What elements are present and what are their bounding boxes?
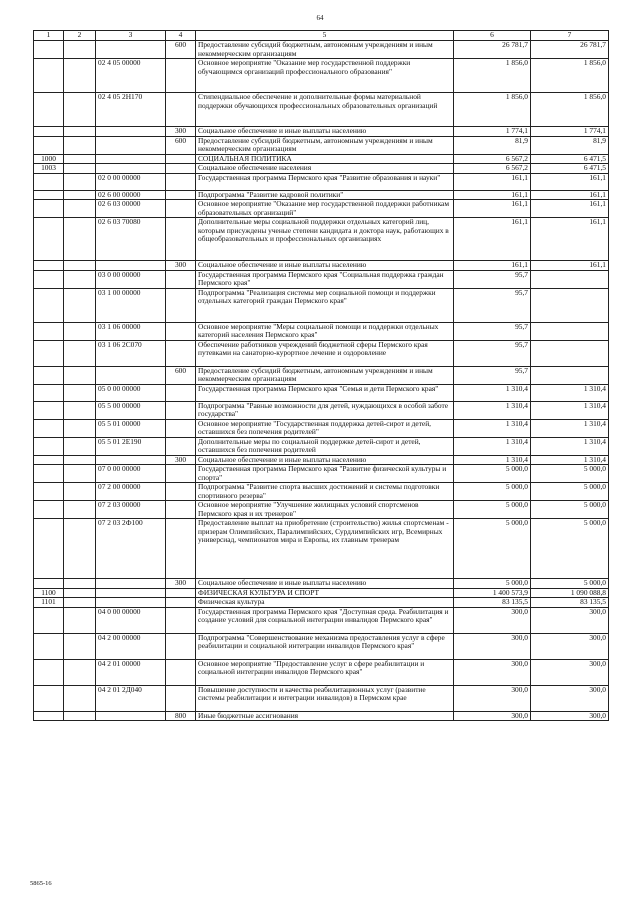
amount-col6: 1 856,0 [454,59,531,93]
amount-col7: 6 471,5 [531,164,609,174]
expense-type-code [166,218,196,261]
item-description: Иные бюджетные ассигнования [196,711,454,721]
item-description: Основное мероприятие "Оказание мер государственной поддержки обучающимся организаций профессионального образования" [196,59,454,93]
amount-col6: 1 310,4 [454,455,531,465]
expense-type-code: 600 [166,136,196,154]
table-row [34,384,609,401]
amount-col6: 5 000,0 [454,501,531,519]
item-description: Основное мероприятие "Предоставление услуг в сфере реабилитации и социальной интеграции инвалидов Пермского края" [196,659,454,685]
expense-type-code [166,164,196,174]
section-code [34,401,64,419]
amount-col7: 1 090 088,8 [531,588,609,598]
amount-col7: 300,0 [531,633,609,659]
subsection-code [64,401,96,419]
expense-type-code [166,588,196,598]
amount-col7: 1 310,4 [531,401,609,419]
column-header: 2 [64,31,96,41]
expense-type-code: 800 [166,711,196,721]
section-code [34,200,64,218]
amount-col6: 6 567,2 [454,154,531,164]
table-row [34,261,609,271]
item-description: Социальное обеспечение и иные выплаты населению [196,455,454,465]
subsection-code [64,685,96,711]
section-code [34,340,64,366]
target-article-code [96,127,166,137]
item-description: Предоставление субсидий бюджетным, автономным учреждениям и иным некоммерческим организациям [196,136,454,154]
item-description: Государственная программа Пермского края "Социальная поддержка граждан Пермского края" [196,270,454,288]
amount-col7: 5 000,0 [531,519,609,579]
expense-type-code [166,401,196,419]
item-description: Подпрограмма "Равные возможности для детей, нуждающихся в особой заботе государства" [196,401,454,419]
expense-type-code [166,437,196,455]
section-code [34,419,64,437]
item-description: Предоставление субсидий бюджетным, автономным учреждениям и иным некоммерческим организациям [196,41,454,59]
expense-type-code [166,607,196,633]
table-row [34,173,609,190]
item-description: Предоставление субсидий бюджетным, автономным учреждениям и иным некоммерческим организациям [196,366,454,384]
subsection-code [64,483,96,501]
item-description: Основное мероприятие "Государственная поддержка детей-сирот и детей, оставшихся без попечения родителей" [196,419,454,437]
page-number: 64 [316,14,324,22]
table-row [34,41,609,59]
amount-col6: 1 400 573,9 [454,588,531,598]
subsection-code [64,93,96,127]
section-code [34,711,64,721]
amount-col6: 1 310,4 [454,401,531,419]
target-article-code: 05 0 00 00000 [96,384,166,401]
expense-type-code [166,190,196,200]
table-row [34,579,609,589]
column-header: 5 [196,31,454,41]
amount-col7: 300,0 [531,659,609,685]
item-description: Государственная программа Пермского края "Семья и дети Пермского края" [196,384,454,401]
item-description: Подпрограмма "Реализация системы мер социальной помощи и поддержки отдельных категорий граждан Пермского края" [196,288,454,322]
section-code [34,190,64,200]
expense-type-code: 300 [166,127,196,137]
table-row [34,598,609,608]
subsection-code [64,190,96,200]
target-article-code: 02 4 05 2Н170 [96,93,166,127]
item-description: Подпрограмма "Развитие кадровой политики" [196,190,454,200]
expense-type-code [166,483,196,501]
amount-col7 [531,270,609,288]
subsection-code [64,579,96,589]
expense-type-code [166,173,196,190]
target-article-code: 05 5 00 00000 [96,401,166,419]
amount-col6: 300,0 [454,685,531,711]
expense-type-code: 300 [166,579,196,589]
subsection-code [64,711,96,721]
target-article-code: 04 2 00 00000 [96,633,166,659]
expense-type-code [166,501,196,519]
subsection-code [64,154,96,164]
table-row [34,127,609,137]
amount-col6: 300,0 [454,607,531,633]
item-description: Повышение доступности и качества реабилитационных услуг (развитие системы реабилитации и интеграции инвалидов) в Пермском крае [196,685,454,711]
section-code [34,93,64,127]
expense-type-code [166,685,196,711]
subsection-code [64,270,96,288]
target-article-code: 02 6 03 70080 [96,218,166,261]
column-header: 7 [531,31,609,41]
table-row [34,59,609,93]
target-article-code: 02 6 03 00000 [96,200,166,218]
amount-col7: 5 000,0 [531,579,609,589]
table-row [34,340,609,366]
target-article-code: 02 0 00 00000 [96,173,166,190]
table-row [34,633,609,659]
section-code: 1100 [34,588,64,598]
section-code [34,519,64,579]
subsection-code [64,366,96,384]
expense-type-code [166,288,196,322]
target-article-code: 05 5 01 2Е190 [96,437,166,455]
target-article-code: 03 1 06 2С070 [96,340,166,366]
section-code [34,483,64,501]
section-code [34,659,64,685]
item-description: Социальное обеспечение населения [196,164,454,174]
subsection-code [64,437,96,455]
item-description: СОЦИАЛЬНАЯ ПОЛИТИКА [196,154,454,164]
subsection-code [64,419,96,437]
amount-col7: 161,1 [531,261,609,271]
target-article-code: 02 6 00 00000 [96,190,166,200]
item-description: Государственная программа Пермского края "Развитие физической культуры и спорта" [196,465,454,483]
section-code [34,366,64,384]
section-code [34,579,64,589]
amount-col7: 1 310,4 [531,384,609,401]
table-row [34,419,609,437]
section-code [34,685,64,711]
table-row [34,190,609,200]
expense-type-code: 300 [166,261,196,271]
section-code: 1003 [34,164,64,174]
expense-type-code [166,340,196,366]
subsection-code [64,41,96,59]
section-code [34,59,64,93]
target-article-code [96,455,166,465]
target-article-code [96,588,166,598]
expense-type-code: 300 [166,455,196,465]
amount-col7 [531,288,609,322]
table-row [34,455,609,465]
subsection-code [64,465,96,483]
table-row [34,437,609,455]
expense-type-code [166,270,196,288]
subsection-code [64,588,96,598]
amount-col7: 300,0 [531,685,609,711]
table-row [34,218,609,261]
amount-col7 [531,340,609,366]
table-row [34,366,609,384]
target-article-code: 07 2 00 00000 [96,483,166,501]
section-code [34,384,64,401]
amount-col6: 300,0 [454,659,531,685]
section-code [34,455,64,465]
amount-col6: 95,7 [454,366,531,384]
amount-col6: 300,0 [454,633,531,659]
section-code [34,136,64,154]
section-code [34,607,64,633]
subsection-code [64,288,96,322]
expense-type-code: 600 [166,41,196,59]
target-article-code [96,136,166,154]
table-row [34,519,609,579]
amount-col6: 161,1 [454,261,531,271]
amount-col7: 5 000,0 [531,465,609,483]
amount-col6: 1 856,0 [454,93,531,127]
amount-col6: 6 567,2 [454,164,531,174]
amount-col6: 1 310,4 [454,419,531,437]
item-description: Стипендиальное обеспечение и дополнительные формы материальной поддержки обучающихся профессиональных образовательных организаций [196,93,454,127]
table-row [34,659,609,685]
expense-type-code [166,633,196,659]
expense-type-code [166,384,196,401]
expense-type-code [166,519,196,579]
table-row [34,136,609,154]
amount-col6: 300,0 [454,711,531,721]
column-header: 1 [34,31,64,41]
section-code [34,270,64,288]
table-row [34,483,609,501]
table-row [34,154,609,164]
expense-type-code [166,154,196,164]
item-description: Основное мероприятие "Меры социальной помощи и поддержки отдельных категорий населения Пермского края" [196,322,454,340]
amount-col7: 161,1 [531,218,609,261]
amount-col7: 6 471,5 [531,154,609,164]
item-description: Дополнительные меры по социальной поддержке детей-сирот и детей, оставшихся без попечения родителей [196,437,454,455]
table-row [34,685,609,711]
subsection-code [64,501,96,519]
amount-col6: 5 000,0 [454,483,531,501]
section-code [34,437,64,455]
amount-col7: 1 310,4 [531,437,609,455]
section-code [34,127,64,137]
item-description: Социальное обеспечение и иные выплаты населению [196,127,454,137]
table-body [34,41,609,721]
subsection-code [64,261,96,271]
target-article-code [96,598,166,608]
table-row [34,465,609,483]
section-code [34,465,64,483]
column-header: 6 [454,31,531,41]
amount-col6: 81,9 [454,136,531,154]
subsection-code [64,200,96,218]
section-code: 1101 [34,598,64,608]
amount-col6: 1 310,4 [454,437,531,455]
amount-col7: 161,1 [531,200,609,218]
target-article-code [96,366,166,384]
amount-col6: 95,7 [454,288,531,322]
section-code [34,501,64,519]
subsection-code [64,127,96,137]
section-code [34,322,64,340]
amount-col6: 5 000,0 [454,519,531,579]
table-row [34,711,609,721]
amount-col7 [531,322,609,340]
subsection-code [64,136,96,154]
expense-type-code: 600 [166,366,196,384]
target-article-code: 03 1 00 00000 [96,288,166,322]
amount-col7: 1 774,1 [531,127,609,137]
budget-table [33,30,609,721]
subsection-code [64,173,96,190]
target-article-code: 03 0 00 00000 [96,270,166,288]
section-code [34,41,64,59]
column-header: 4 [166,31,196,41]
table-row [34,164,609,174]
table-row [34,501,609,519]
subsection-code [64,633,96,659]
amount-col7: 300,0 [531,607,609,633]
target-article-code: 04 2 01 00000 [96,659,166,685]
table-row [34,607,609,633]
section-code [34,633,64,659]
amount-col7: 1 310,4 [531,419,609,437]
amount-col6: 26 781,7 [454,41,531,59]
target-article-code [96,41,166,59]
subsection-code [64,455,96,465]
expense-type-code [166,465,196,483]
target-article-code: 04 2 01 2Д040 [96,685,166,711]
table-row [34,401,609,419]
subsection-code [64,659,96,685]
item-description: Основное мероприятие "Улучшение жилищных условий спортсменов Пермского края и их тренеров" [196,501,454,519]
expense-type-code [166,419,196,437]
amount-col7: 300,0 [531,711,609,721]
expense-type-code [166,598,196,608]
amount-col7: 26 781,7 [531,41,609,59]
amount-col6: 1 310,4 [454,384,531,401]
section-code [34,173,64,190]
amount-col7: 161,1 [531,173,609,190]
amount-col7: 5 000,0 [531,501,609,519]
target-article-code: 02 4 05 00000 [96,59,166,93]
expense-type-code [166,59,196,93]
target-article-code [96,579,166,589]
target-article-code [96,261,166,271]
subsection-code [64,384,96,401]
target-article-code: 07 2 03 2Ф100 [96,519,166,579]
item-description: Социальное обеспечение и иные выплаты населению [196,579,454,589]
subsection-code [64,164,96,174]
table-row [34,322,609,340]
subsection-code [64,519,96,579]
table-row [34,270,609,288]
amount-col6: 95,7 [454,322,531,340]
amount-col6: 95,7 [454,270,531,288]
subsection-code [64,340,96,366]
amount-col6: 161,1 [454,200,531,218]
amount-col7: 5 000,0 [531,483,609,501]
item-description: Государственная программа Пермского края "Развитие образования и науки" [196,173,454,190]
amount-col6: 5 000,0 [454,465,531,483]
amount-col7: 1 856,0 [531,93,609,127]
amount-col6: 1 774,1 [454,127,531,137]
column-header: 3 [96,31,166,41]
amount-col7: 1 856,0 [531,59,609,93]
amount-col6: 161,1 [454,173,531,190]
amount-col6: 161,1 [454,190,531,200]
item-description: Дополнительные меры социальной поддержки отдельных категорий лиц, которым присуждены ученые степени кандидата и доктора наук, работающих в общеобразовательных и профессиональных организациях [196,218,454,261]
section-code [34,261,64,271]
subsection-code [64,607,96,633]
amount-col7: 83 135,5 [531,598,609,608]
target-article-code: 03 1 06 00000 [96,322,166,340]
expense-type-code [166,200,196,218]
item-description: ФИЗИЧЕСКАЯ КУЛЬТУРА И СПОРТ [196,588,454,598]
target-article-code: 07 0 00 00000 [96,465,166,483]
amount-col6: 83 135,5 [454,598,531,608]
section-code [34,218,64,261]
subsection-code [64,59,96,93]
item-description: Подпрограмма "Развитие спорта высших достижений и системы подготовки спортивного резерва" [196,483,454,501]
expense-type-code [166,93,196,127]
table-row [34,588,609,598]
table-row [34,93,609,127]
table-row [34,288,609,322]
footer-code: 5865-16 [30,880,52,887]
amount-col6: 95,7 [454,340,531,366]
target-article-code: 05 5 01 00000 [96,419,166,437]
target-article-code [96,711,166,721]
section-code [34,288,64,322]
item-description: Социальное обеспечение и иные выплаты населению [196,261,454,271]
target-article-code [96,164,166,174]
amount-col7: 1 310,4 [531,455,609,465]
expense-type-code [166,659,196,685]
item-description: Предоставление выплат на приобретение (строительство) жилья спортсменам - призерам Олимпийских, Паралимпийских, Сурдлимпийских игр, Всемирных универсиад, чемпионатов мира и Европы, их главным тренерам [196,519,454,579]
item-description: Подпрограмма "Совершенствование механизма предоставления услуг в сфере реабилитации и социальной интеграции инвалидов Пермского края" [196,633,454,659]
item-description: Физическая культура [196,598,454,608]
item-description: Основное мероприятие "Оказание мер государственной поддержки работникам образовательных организаций" [196,200,454,218]
table-row [34,200,609,218]
section-code: 1000 [34,154,64,164]
expense-type-code [166,322,196,340]
target-article-code: 07 2 03 00000 [96,501,166,519]
target-article-code: 04 0 00 00000 [96,607,166,633]
item-description: Государственная программа Пермского края "Доступная среда. Реабилитация и создание условий для социальной интеграции инвалидов Пермского края" [196,607,454,633]
amount-col7 [531,366,609,384]
amount-col6: 161,1 [454,218,531,261]
subsection-code [64,218,96,261]
target-article-code [96,154,166,164]
amount-col6: 5 000,0 [454,579,531,589]
amount-col7: 81,9 [531,136,609,154]
subsection-code [64,322,96,340]
header-row [34,31,609,41]
amount-col7: 161,1 [531,190,609,200]
subsection-code [64,598,96,608]
item-description: Обеспечение работников учреждений бюджетной сферы Пермского края путевками на санаторно-курортное лечение и оздоровление [196,340,454,366]
